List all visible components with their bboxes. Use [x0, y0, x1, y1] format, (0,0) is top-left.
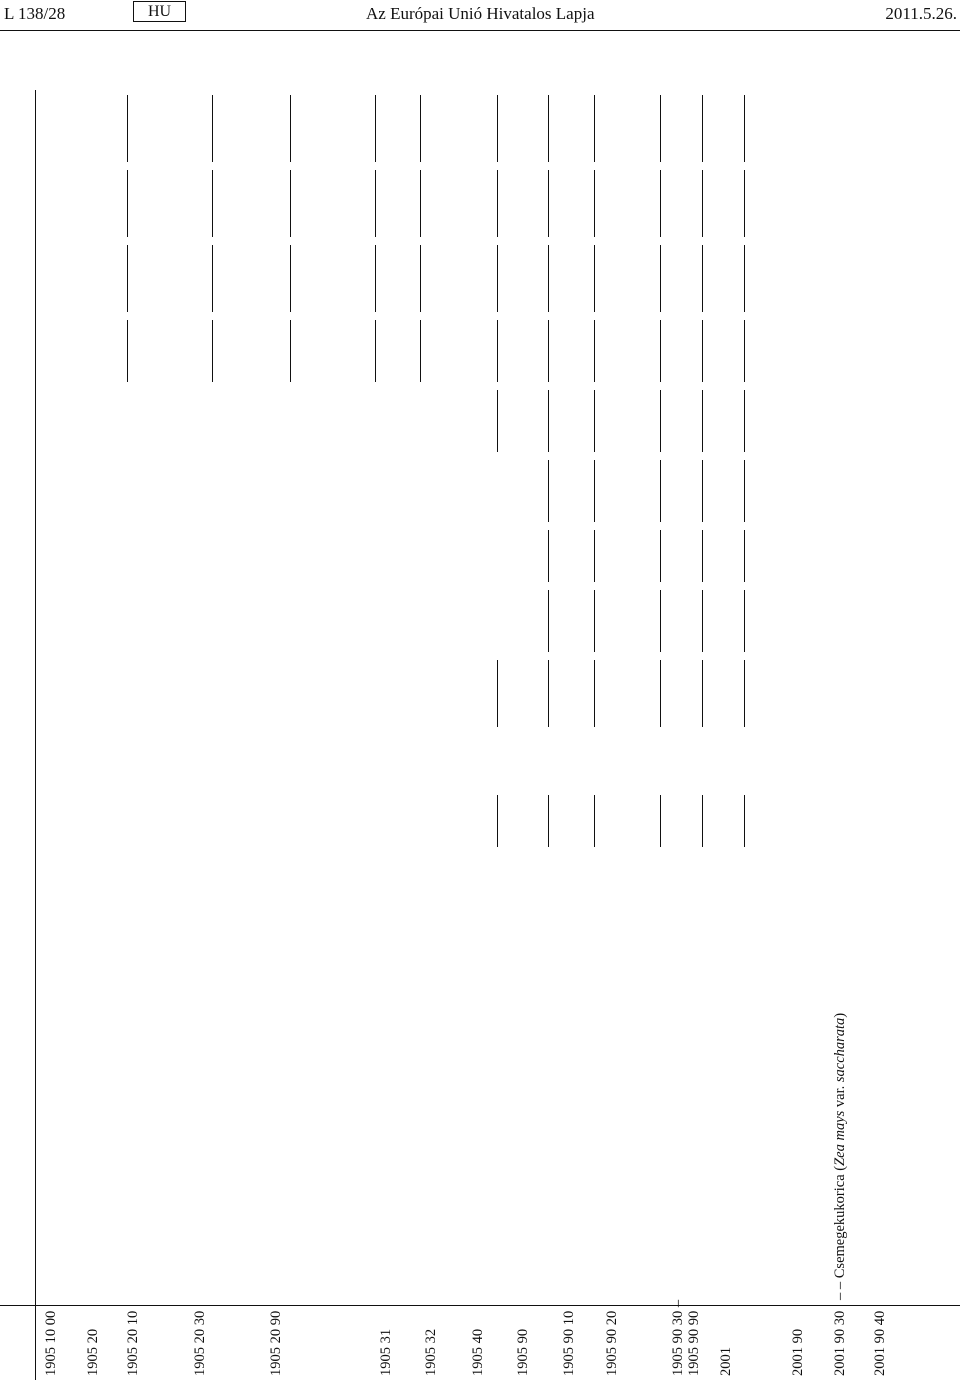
cell-rule [212, 170, 213, 237]
row-code: 2001 90 [790, 1328, 806, 1376]
row-code: 1905 90 90 [686, 1310, 702, 1376]
cell-rule [702, 590, 703, 652]
journal-title: Az Európai Unió Hivatalos Lapja [366, 4, 595, 23]
cell-rule [548, 460, 549, 522]
cell-rule [744, 795, 745, 847]
cell-rule [660, 460, 661, 522]
language-badge: HU [133, 1, 186, 22]
cell-rule [660, 170, 661, 237]
row-code: 1905 90 10 [561, 1310, 577, 1376]
cell-rule [548, 795, 549, 847]
cell-rule [744, 660, 745, 727]
cell-rule [702, 320, 703, 382]
header-rule [35, 90, 36, 1380]
cell-rule [127, 170, 128, 237]
cell-rule [594, 390, 595, 452]
cell-rule [660, 530, 661, 582]
description-part: saccharata [832, 1017, 848, 1083]
cell-rule [497, 170, 498, 237]
cell-rule [660, 245, 661, 312]
cell-rule [594, 530, 595, 582]
row-code: 1905 20 [85, 1328, 101, 1376]
row-code: 2001 90 40 [872, 1310, 888, 1376]
cell-rule [744, 590, 745, 652]
description-part: ) [832, 1012, 848, 1018]
description-part: – – Csemegekukorica ( [832, 1165, 848, 1300]
cell-rule [744, 390, 745, 452]
cell-rule [375, 245, 376, 312]
cell-rule [420, 95, 421, 162]
cell-rule [702, 245, 703, 312]
cell-rule [660, 590, 661, 652]
cell-rule [497, 245, 498, 312]
page-number: L 138/28 [4, 4, 66, 23]
cell-rule [702, 660, 703, 727]
cell-rule [744, 460, 745, 522]
cell-rule [290, 95, 291, 162]
cell-rule [660, 95, 661, 162]
row-code: 1905 10 00 [43, 1310, 59, 1376]
cell-rule [660, 390, 661, 452]
cell-rule [594, 95, 595, 162]
cell-rule [212, 320, 213, 382]
cell-rule [548, 390, 549, 452]
cell-rule [702, 795, 703, 847]
cell-rule [702, 460, 703, 522]
cell-rule [702, 530, 703, 582]
cell-rule [290, 245, 291, 312]
cell-rule [290, 320, 291, 382]
row-code: 1905 32 [423, 1328, 439, 1376]
cell-rule [127, 320, 128, 382]
cell-rule [548, 95, 549, 162]
cell-rule [594, 245, 595, 312]
cell-rule [594, 320, 595, 382]
cell-rule [702, 95, 703, 162]
cell-rule [660, 660, 661, 727]
row-code: 1905 20 90 [268, 1310, 284, 1376]
cell-rule [420, 245, 421, 312]
row-code: 1905 20 30 [192, 1310, 208, 1376]
cell-rule [660, 320, 661, 382]
column-divider-1 [0, 1305, 960, 1306]
cell-rule [212, 245, 213, 312]
description-part: Zea mays [832, 1110, 848, 1166]
cell-rule [212, 95, 213, 162]
row-code: 1905 31 [378, 1328, 394, 1376]
row-code: 2001 [718, 1347, 734, 1376]
description-part: var. [832, 1082, 848, 1111]
row-code: 1905 90 30 – [670, 1299, 686, 1376]
cell-rule [497, 320, 498, 382]
cell-rule [594, 795, 595, 847]
cell-rule [702, 390, 703, 452]
cell-rule [660, 795, 661, 847]
row-code: 2001 90 30 [832, 1310, 848, 1376]
cell-rule [420, 170, 421, 237]
cell-rule [594, 660, 595, 727]
cell-rule [744, 530, 745, 582]
cell-rule [548, 660, 549, 727]
cell-rule [497, 95, 498, 162]
row-code: 1905 90 20 [604, 1310, 620, 1376]
cell-rule [548, 530, 549, 582]
cell-rule [594, 590, 595, 652]
cell-rule [744, 95, 745, 162]
cell-rule [594, 170, 595, 237]
cell-rule [127, 95, 128, 162]
cell-rule [497, 390, 498, 452]
cell-rule [702, 170, 703, 237]
cell-rule [375, 320, 376, 382]
cell-rule [497, 795, 498, 847]
cell-rule [375, 95, 376, 162]
cell-rule [290, 170, 291, 237]
row-code: 1905 20 10 [125, 1310, 141, 1376]
cell-rule [744, 320, 745, 382]
publication-date: 2011.5.26. [885, 4, 957, 23]
cell-rule [497, 660, 498, 727]
row-code: 1905 40 [470, 1328, 486, 1376]
cell-rule [594, 460, 595, 522]
cell-rule [375, 170, 376, 237]
cell-rule [744, 170, 745, 237]
cell-rule [744, 245, 745, 312]
cell-rule [127, 245, 128, 312]
cell-rule [548, 245, 549, 312]
row-code: 1905 90 [515, 1328, 531, 1376]
cell-rule [420, 320, 421, 382]
cell-rule [548, 590, 549, 652]
row-description [832, 1013, 849, 1300]
cell-rule [548, 170, 549, 237]
cell-rule [548, 320, 549, 382]
